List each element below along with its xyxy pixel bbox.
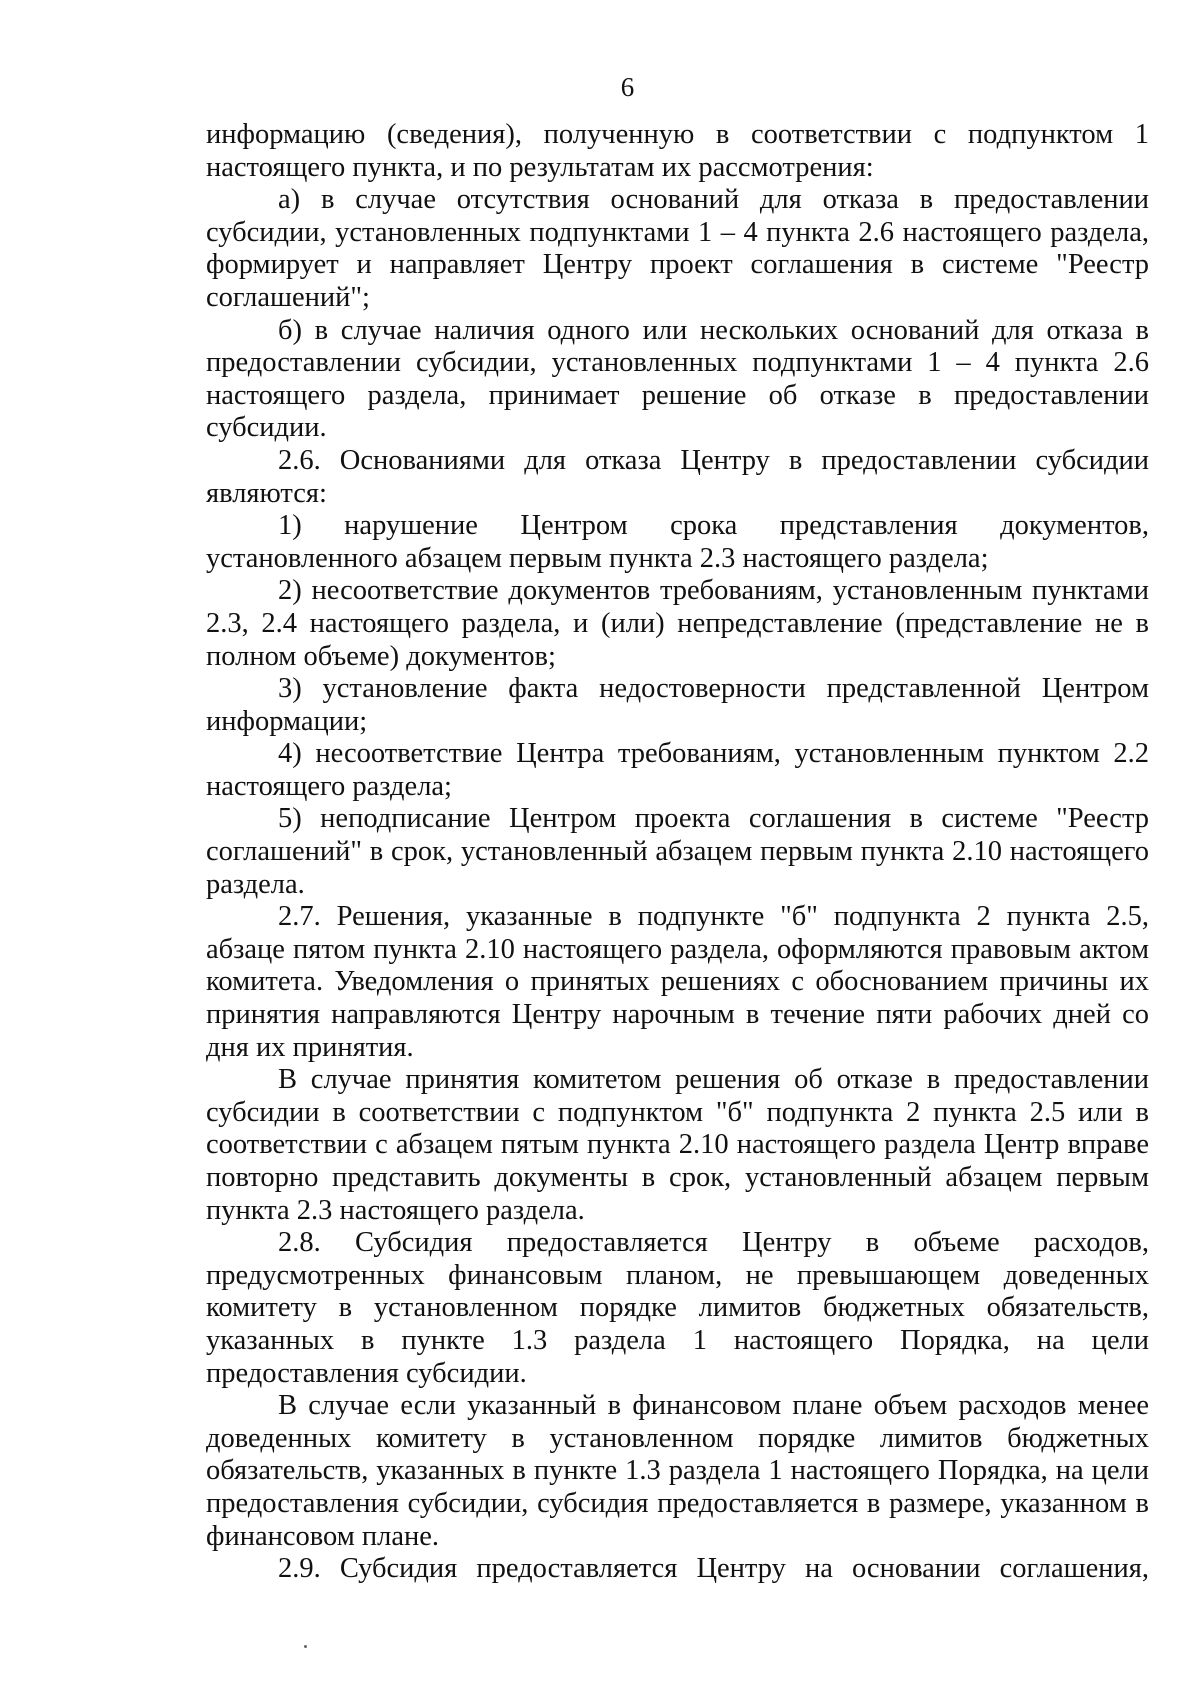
paragraph-13: В случае если указанный в финансовом плане объем расходов менее доведенных комитету в установленном порядке лимитов бюджетных обязательств, указанных в пункте 1.3 раздела 1 настоящего Порядка, на цели предоставления субсидии, субсидия предоставляется в размере, указанном в финансовом плане. [206, 1390, 1149, 1552]
paragraph-4: 2.6. Основаниями для отказа Центру в предоставлении субсидии являются: [206, 444, 1149, 509]
paragraph-14: 2.9. Субсидия предоставляется Центру на основании соглашения, [278, 1553, 1149, 1585]
paragraph-2: а) в случае отсутствия оснований для отказа в предоставлении субсидии, установленных подпунктами 1 – 4 пункта 2.6 настоящего раздела, формирует и направляет Центру проект соглашения в системе "Реестр соглашений"; [206, 184, 1149, 313]
document-text [206, 119, 1149, 1586]
paragraph-8: 4) несоответствие Центра требованиям, установленным пунктом 2.2 настоящего раздела; [206, 738, 1149, 802]
page-number: 6 [620, 72, 635, 102]
paragraph-12: 2.8. Субсидия предоставляется Центру в объеме расходов, предусмотренных финансовым планом, не превышающем доведенных комитету в установленном порядке лимитов бюджетных обязательств, указанных в пункте 1.3 раздела 1 настоящего Порядка, на цели предоставления субсидии. [206, 1227, 1149, 1389]
scan-dot [304, 1645, 307, 1648]
paragraph-10: 2.7. Решения, указанные в подпункте "б" подпункта 2 пункта 2.5, абзаце пятом пункта 2.10 настоящего раздела, оформляются правовым актом комитета. Уведомления о принятых решениях с обоснованием причины их принятия направляются Центру нарочным в течение пяти рабочих дней со дня их принятия. [206, 901, 1149, 1063]
paragraph-9: 5) неподписание Центром проекта соглашения в системе "Реестр соглашений" в срок, установленный абзацем первым пункта 2.10 настоящего раздела. [206, 803, 1149, 900]
paragraph-6: 2) несоответствие документов требованиям, установленным пунктами 2.3, 2.4 настоящего раздела, и (или) непредставление (представление не в полном объеме) документов; [206, 575, 1149, 672]
paragraph-1: информацию (сведения), полученную в соответствии с подпунктом 1 настоящего пункта, и по результатам их рассмотрения: [206, 119, 1149, 183]
paragraph-11: В случае принятия комитетом решения об отказе в предоставлении субсидии в соответствии с подпунктом "б" подпункта 2 пункта 2.5 или в соответствии с абзацем пятым пункта 2.10 настоящего раздела Центр вправе повторно представить документы в срок, установленный абзацем первым пункта 2.3 настоящего раздела. [206, 1064, 1149, 1226]
paragraph-3: б) в случае наличия одного или нескольких оснований для отказа в предоставлении субсидии, установленных подпунктами 1 – 4 пункта 2.6 настоящего раздела, принимает решение об отказе в предоставлении субсидии. [206, 314, 1149, 444]
paragraph-5: 1) нарушение Центром срока представления документов, установленного абзацем первым пункта 2.3 настоящего раздела; [206, 510, 1149, 574]
paragraph-7: 3) установление факта недостоверности представленной Центром информации; [206, 673, 1149, 737]
